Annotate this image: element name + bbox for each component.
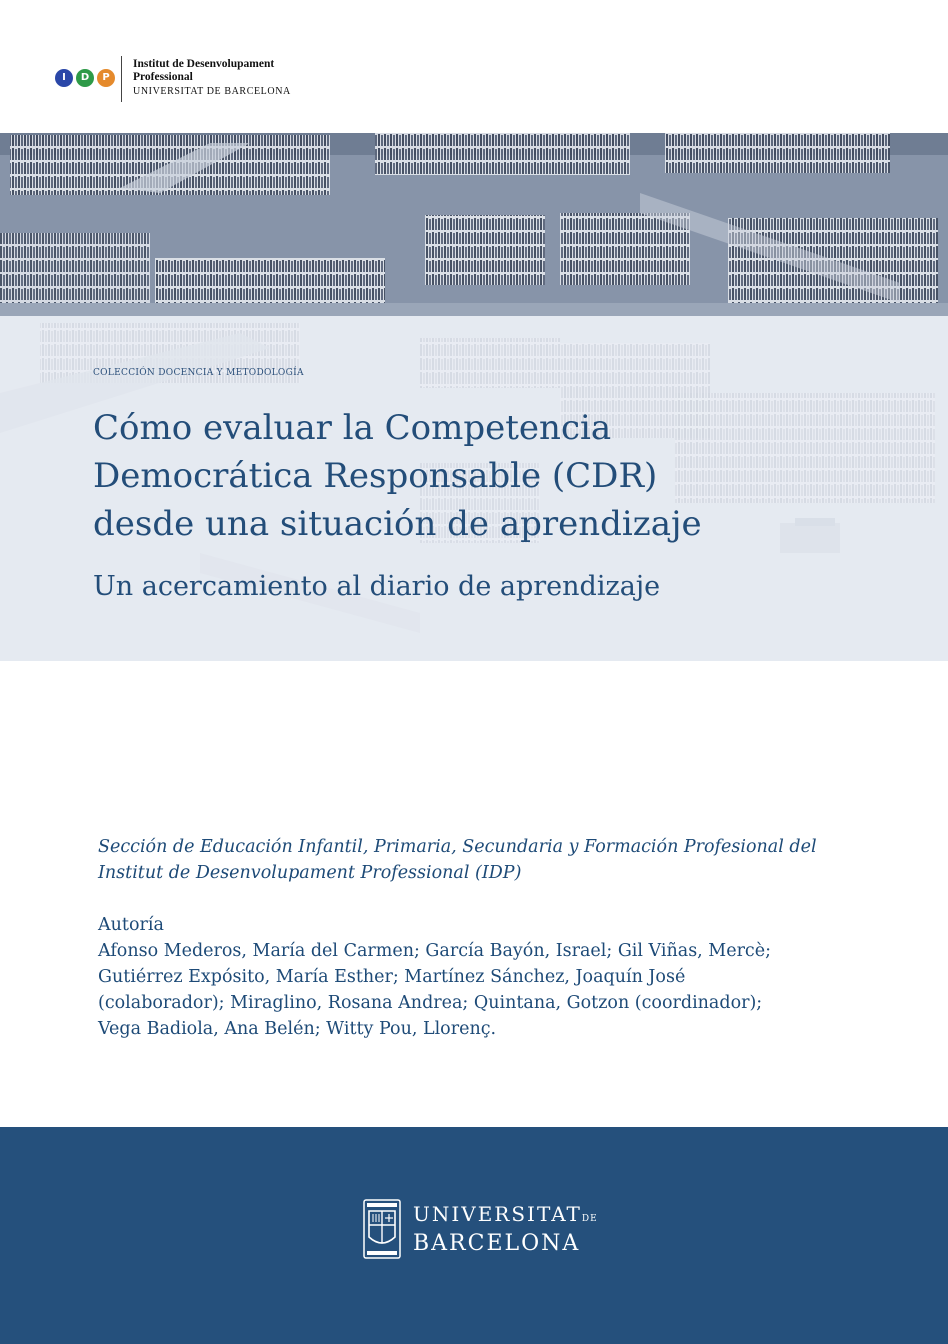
university-name-word: UNIVERSITAT (413, 1201, 582, 1226)
cover-title-line: desde una situación de aprendizaje (93, 504, 702, 544)
cover-title-line: Cómo evaluar la Competencia (93, 408, 612, 448)
idp-logo (55, 69, 115, 87)
university-name-line1 (413, 1202, 598, 1231)
idp-logo-d: D (76, 69, 94, 87)
section-affiliation (98, 834, 868, 886)
university-name-line2: BARCELONA (413, 1230, 581, 1256)
institute-name-line2: Professional (133, 71, 193, 83)
authors-line: Afonso Mederos, María del Carmen; García Bayón, Israel; Gil Viñas, Mercè; (98, 941, 771, 961)
page-header (0, 0, 948, 133)
university-name (413, 1202, 598, 1257)
authors-list (98, 938, 838, 1042)
authors-line: (colaborador); Miraglino, Rosana Andrea; Quintana, Gotzon (coordinador); (98, 993, 763, 1013)
university-seal-icon (363, 1199, 401, 1259)
institute-name-line3: UNIVERSITAT DE BARCELONA (133, 86, 291, 97)
authorship-heading: Autoría (98, 915, 164, 935)
institute-name-line1: Institut de Desenvolupament (133, 58, 275, 70)
university-logo (363, 1199, 598, 1259)
authors-line: Gutiérrez Expósito, María Esther; Martínez Sánchez, Joaquín José (98, 967, 686, 987)
cover-subtitle: Un acercamiento al diario de aprendizaje (93, 571, 661, 602)
institute-name (133, 58, 291, 100)
section-affiliation-line: Institut de Desenvolupament Professional (IDP) (98, 863, 522, 883)
logo-divider (121, 56, 122, 102)
collection-label: COLECCIÓN DOCENCIA Y METODOLOGÍA (93, 368, 304, 378)
idp-logo-i: I (55, 69, 73, 87)
cover-title (93, 404, 853, 548)
page-footer (0, 1127, 948, 1344)
university-name-de: DE (581, 1213, 598, 1224)
section-affiliation-line: Sección de Educación Infantil, Primaria, Secundaria y Formación Profesional del (98, 837, 817, 857)
idp-logo-p: P (97, 69, 115, 87)
cover-title-line: Democrática Responsable (CDR) (93, 456, 658, 496)
authors-line: Vega Badiola, Ana Belén; Witty Pou, Llorenç. (98, 1019, 497, 1039)
